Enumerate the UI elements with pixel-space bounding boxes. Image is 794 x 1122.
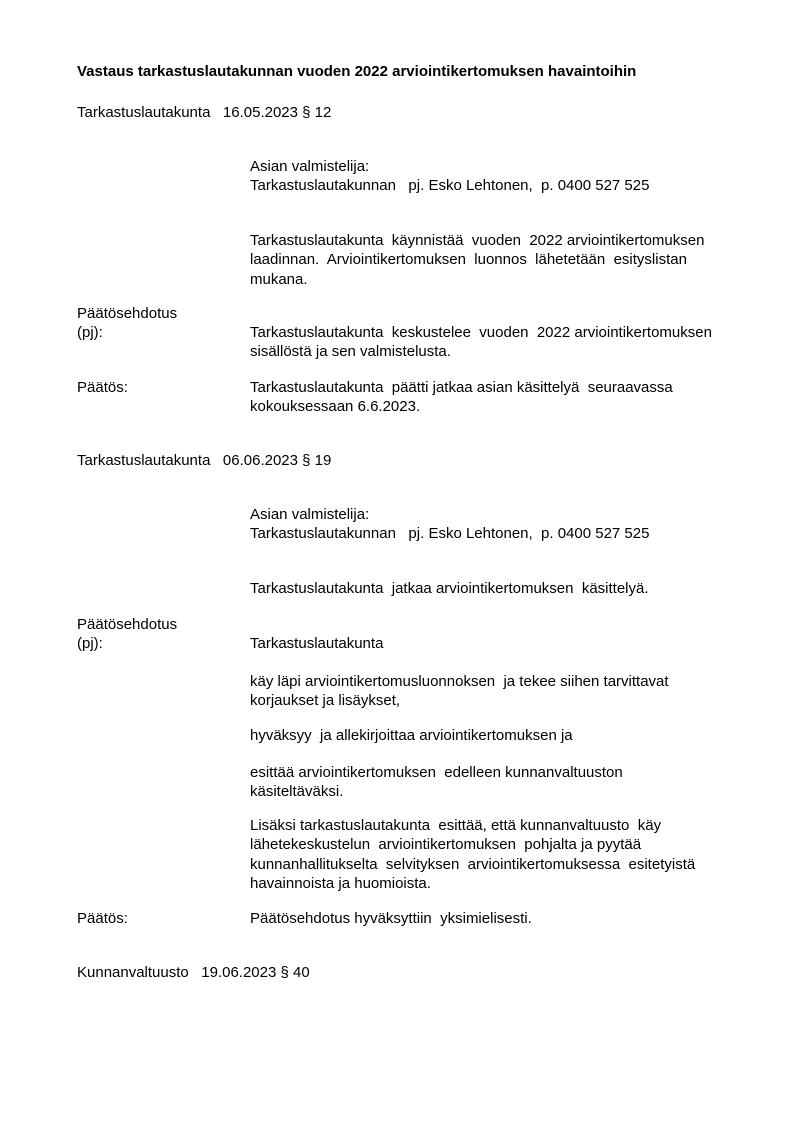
body-line: kokouksessaan 6.6.2023.: [250, 398, 421, 416]
body-line: Lisäksi tarkastuslautakunta esittää, että kunnanvaltuusto käy: [250, 817, 662, 834]
decision-label: Päätös:: [77, 379, 128, 396]
body-line: mukana.: [250, 270, 308, 288]
preparer-block: [250, 505, 649, 544]
proposal-paragraph: [250, 323, 712, 362]
label-line: (pj):: [77, 635, 103, 653]
decision-label: Päätös:: [77, 910, 128, 927]
proposal-item-paragraph: [250, 726, 573, 745]
body-line: Päätösehdotus hyväksyttiin yksimielisesti.: [250, 910, 532, 927]
body-line: käsiteltäväksi.: [250, 783, 344, 801]
body-line: hyväksyy ja allekirjoittaa arviointikertomuksen ja: [250, 727, 573, 744]
proposal-item-paragraph: [250, 763, 623, 802]
body-line: havainnoista ja huomioista.: [250, 874, 431, 892]
document-title: Vastaus tarkastuslautakunnan vuoden 2022 arviointikertomuksen havaintoihin: [77, 63, 637, 80]
section-heading-tarkastuslautakunta-19: Tarkastuslautakunta 06.06.2023 § 19: [77, 452, 332, 469]
body-line: Tarkastuslautakunta jatkaa arviointikertomuksen käsittelyä.: [250, 580, 649, 597]
section-heading-tarkastuslautakunta-12: Tarkastuslautakunta 16.05.2023 § 12: [77, 104, 332, 121]
proposal-label: [77, 304, 177, 343]
preparer-line: Asian valmistelija:: [250, 506, 370, 523]
label-line: Päätösehdotus: [77, 616, 178, 633]
proposal-item-paragraph: [250, 816, 695, 893]
proposal-label: [77, 615, 177, 654]
decision-paragraph: [250, 378, 673, 417]
preparer-line: Asian valmistelija:: [250, 158, 370, 175]
body-line: laadinnan. Arviointikertomuksen luonnos lähetetään esityslistan: [250, 251, 687, 269]
body-line: Tarkastuslautakunta keskustelee vuoden 2022 arviointikertomuksen: [250, 324, 712, 341]
intro-paragraph: [250, 231, 704, 289]
intro-paragraph: [250, 579, 649, 598]
decision-paragraph: [250, 909, 532, 928]
preparer-line: Tarkastuslautakunnan pj. Esko Lehtonen, p. 0400 527 525: [250, 525, 650, 543]
proposal-item-paragraph: [250, 672, 669, 711]
body-line: sisällöstä ja sen valmistelusta.: [250, 343, 451, 361]
preparer-block: [250, 157, 649, 196]
proposal-intro: Tarkastuslautakunta: [250, 635, 384, 652]
body-line: Tarkastuslautakunta päätti jatkaa asian käsittelyä seuraavassa: [250, 379, 673, 396]
preparer-line: Tarkastuslautakunnan pj. Esko Lehtonen, p. 0400 527 525: [250, 177, 650, 195]
body-line: kunnanhallitukselta selvityksen arviointikertomuksessa esitetyistä: [250, 855, 696, 873]
body-line: korjaukset ja lisäykset,: [250, 692, 401, 710]
label-line: (pj):: [77, 324, 103, 342]
body-line: käy läpi arviointikertomusluonnoksen ja tekee siihen tarvittavat: [250, 673, 669, 690]
label-line: Päätösehdotus: [77, 305, 178, 322]
body-line: esittää arviointikertomuksen edelleen kunnanvaltuuston: [250, 764, 623, 781]
section-heading-kunnanvaltuusto-40: Kunnanvaltuusto 19.06.2023 § 40: [77, 964, 310, 981]
body-line: lähetekeskustelun arviointikertomuksen pohjalta ja pyytää: [250, 836, 642, 854]
body-line: Tarkastuslautakunta käynnistää vuoden 2022 arviointikertomuksen: [250, 232, 705, 249]
